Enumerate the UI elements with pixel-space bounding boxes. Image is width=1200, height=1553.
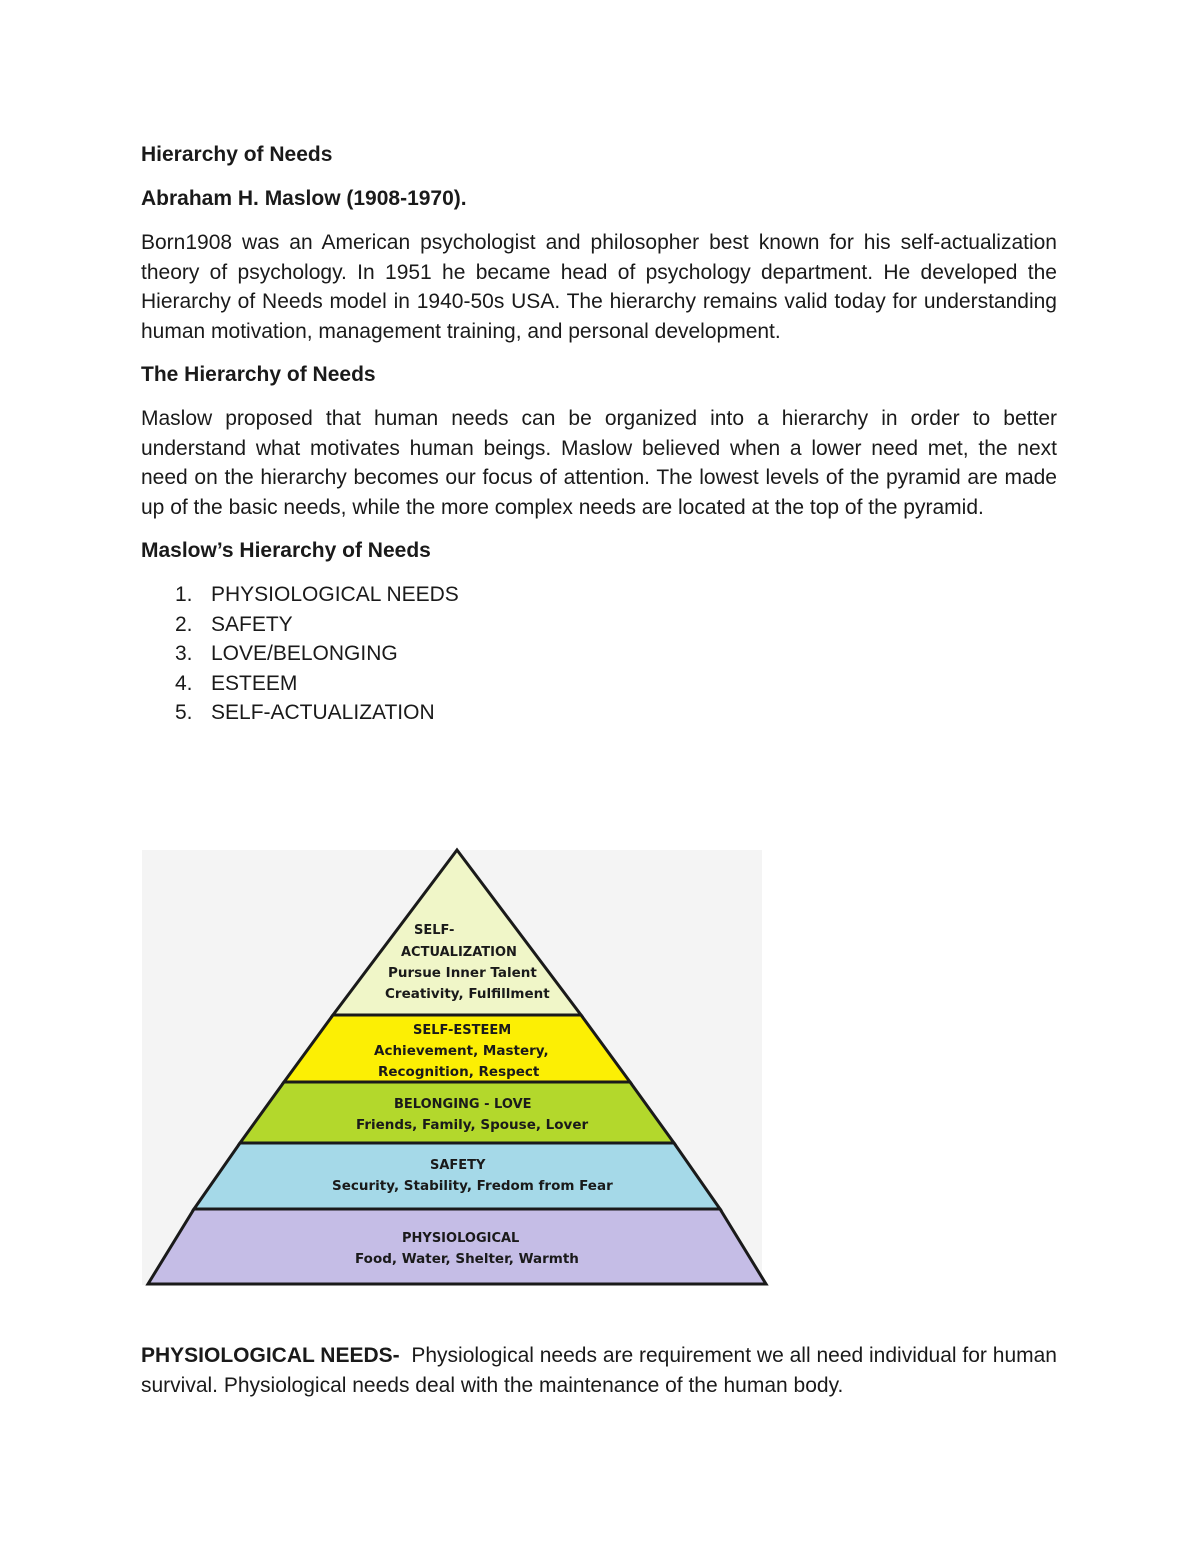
pyramid-label-title: SELF- <box>414 923 455 938</box>
list-item <box>141 610 1057 640</box>
pyramid-tier-belonging-love <box>240 1082 674 1143</box>
pyramid-label-desc: Creativity, Fulfillment <box>385 986 550 1002</box>
section-paragraph: Maslow proposed that human needs can be organized into a hierarchy in order to better understand what motivates human beings. Maslow believed when a lower need met, the next need on the hierarchy becomes our focus of attention. The lowest levels of the pyramid are made up of the basic needs, while the more complex needs are located at the top of the pyramid. <box>141 407 1057 519</box>
list-item-number: 3. <box>175 642 193 665</box>
list-item-label: SELF-ACTUALIZATION <box>211 701 435 724</box>
list-item-label: LOVE/BELONGING <box>211 642 398 665</box>
closing-term: PHYSIOLOGICAL NEEDS- <box>141 1344 400 1367</box>
pyramid-label-title: BELONGING - LOVE <box>394 1097 532 1112</box>
closing-text: Physiological needs are requirement we all need individual for human survival. Physiological needs deal with the maintenance of the human body. <box>141 1344 1063 1397</box>
pyramid-label-desc: Food, Water, Shelter, Warmth <box>355 1251 579 1267</box>
list-item-number: 5. <box>175 701 193 724</box>
needs-list <box>141 580 1057 728</box>
author-line: Abraham H. Maslow (1908-1970). <box>141 187 467 210</box>
list-item <box>141 698 1057 728</box>
list-item <box>141 669 1057 699</box>
list-item <box>141 639 1057 669</box>
maslow-pyramid-figure <box>140 842 770 1297</box>
list-item-label: PHYSIOLOGICAL NEEDS <box>211 583 459 606</box>
list-item <box>141 580 1057 610</box>
pyramid-tier-safety <box>194 1143 720 1209</box>
closing-section <box>141 1341 1063 1400</box>
pyramid-svg <box>140 842 770 1297</box>
pyramid-label-title: PHYSIOLOGICAL <box>402 1231 520 1246</box>
document-body <box>141 140 1057 728</box>
pyramid-label-title: ACTUALIZATION <box>401 945 517 960</box>
section-heading: The Hierarchy of Needs <box>141 363 376 386</box>
pyramid-label-title: SELF-ESTEEM <box>413 1023 512 1038</box>
list-item-label: ESTEEM <box>211 671 298 695</box>
pyramid-label-desc: Friends, Family, Spouse, Lover <box>356 1117 589 1133</box>
list-item-number: 1. <box>175 583 193 606</box>
pyramid-label-title: SAFETY <box>430 1158 486 1173</box>
pyramid-label-desc: Recognition, Respect <box>378 1064 540 1080</box>
list-item-number: 2. <box>175 612 193 636</box>
list-item-number: 4. <box>175 671 193 695</box>
list-item-label: SAFETY <box>211 612 293 636</box>
intro-paragraph: Born1908 was an American psychologist and philosopher best known for his self-actualization theory of psychology. In 1951 he became head of psychology department. He developed the Hierarchy of Needs model in 1940-50s USA. The hierarchy remains valid today for understanding human motivation, management training, and personal development. <box>141 231 1057 343</box>
pyramid-tier-physiological <box>148 1209 766 1284</box>
closing-paragraph <box>141 1341 1063 1400</box>
pyramid-label-desc: Pursue Inner Talent <box>388 965 537 981</box>
document-title: Hierarchy of Needs <box>141 143 333 166</box>
pyramid-label-desc: Achievement, Mastery, <box>374 1043 549 1059</box>
list-heading: Maslow’s Hierarchy of Needs <box>141 539 431 562</box>
pyramid-label-desc: Security, Stability, Fredom from Fear <box>332 1178 613 1194</box>
